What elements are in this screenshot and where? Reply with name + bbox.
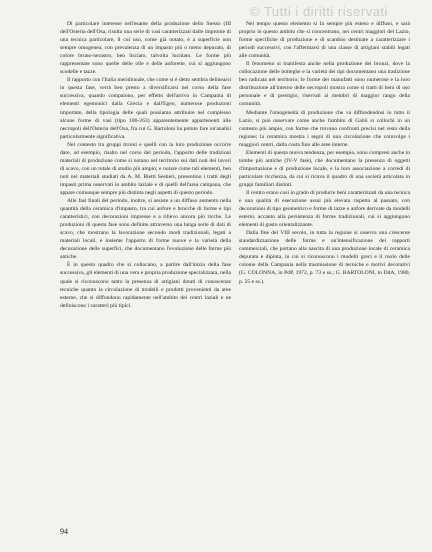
paragraph: Nel tempo questo elemento si fa sempre più esteso e diffuso, e sarà proprio in questo ambito che si concentrano, nei centri maggiori del Lazio, forme specifiche di produzione e di scambio destinate a caratterizzare i periodi successivi, con l'affermarsi di una classe di artigiani stabili legati alle comunità. (239, 21, 410, 60)
paragraph: Elementi di questa nuova tendenza, per esempio, sono compresi anche in tombe più antiche (IV-V fase), che documentano la presenza di oggetti d'importazione e di produzione locale, e la loro associazione a corredi di particolare ricchezza, da cui si ricava il quadro di una società articolata in gruppi familiari distinti. (239, 149, 410, 188)
paragraph: Nel contesto tra gruppi tirreni e quelli con la loro produzione occorre dare, ad esempio, risalto nel corso del periodo, l'apporto delle tradizioni materiali di produzione come si notano nel territorio sui dati noti dei lavori di scavo, con un totale di studio più ampio; e notare come tali elementi, ben noti nei materiali studiati da A. M. Bietti Sestieri, presentino i tratti degli impasti prima osservati in ambito laziale e di quelli dell'area campana, che appare comunque sempre più distinta negli aspetti di questo periodo. (60, 141, 231, 196)
text-columns (60, 20, 410, 520)
paragraph: È in questo quadro che si collocano, a partire dall'inizio della fase successiva, gli elementi di una vera e propria produzione specializzata, nella quale si riconoscono tanto la presenza di artigiani dotati di conoscenze tecniche quanto la circolazione di modelli e prodotti provenienti da aree esterne, che si diffondono rapidamente nell'ambito dei centri laziali e ne definiscono i caratteri più tipici. (60, 262, 231, 309)
paragraph: Il fenomeno si manifesta anche nella produzione dei bronzi, dove la collocazione delle botteghe e la varietà dei tipi documentano una tradizione ben radicata nel territorio; le forme dei manufatti sono numerose e la loro distribuzione all'interno delle necropoli mostra come si tratti di beni di uso personale e di prestigio, riservati ai membri di maggior rango della comunità. (239, 61, 410, 108)
paragraph: Alle fasi finali del periodo, inoltre, si assiste a un diffuso aumento nella quantità della ceramica d'impasto, tra cui anfore e brocche di forme e tipi caratteristici, con decorazioni impresse e a rilievo ancora più ricche. Le produzioni di questa fase sono definite attraverso una lunga serie di dati di scavo, che mostrano la lavorazione secondo modi tradizionali, legati a materiali locali, e insieme l'apporto di forme nuove e la varietà della decorazione delle superfici, che documentano l'evoluzione delle forme più antiche. (60, 198, 231, 261)
paragraph: Il rapporto con l'Italia meridionale, che come si è detto sembra delinearsi in questa fase, verrà ben presto a diversificarsi nel corso della fase successiva, quando compaiono, per effetto dell'arrivo in Campania di elementi egemonici dalla Grecia e dall'Egeo, numerose produzioni importate, della tipologia delle quali possiamo attribuire nel complesso alcune forme di vasi (tipo 180-263) apparentemente appartenenti alle necropoli dell'Osteria dell'Osa, fra cui G. Bartoloni ha potuto fare un'analisi particolarmente significativa. (60, 77, 231, 140)
paragraph: Il centro erano così in grado di produrre beni caratterizzati da una tecnica e una qualità di esecuzione assai più elevata rispetto al passato, con decorazioni di tipo geometrico e forme di tazze e anfore derivate da modelli esterni, accanto alla persistenza di forme tradizionali, cui si aggiungono elementi di gusto orientalizzante. (239, 189, 410, 229)
page-number: 94 (60, 527, 68, 536)
paragraph: Dalla fine del VIII secolo, in tutta la regione si osserva una crescente standardizzazione delle forme e un'intensificazione dei rapporti commerciali, che portano alla nascita di una produzione locale di ceramica depurata e dipinta, in cui si riconoscono i modelli greci e il ruolo delle colonie della Campania nella trasmissione di tecniche e motivi decorativi (G. COLONNA, in PdP, 1972, p. 73 e ss.; G. BARTOLONI, in DdA, 1980, p. 25 e ss.). (239, 230, 410, 285)
paragraph: Mediante l'omogeneità di produzione che va diffondendosi in tutto il Lazio, si può osservare come anche l'ambito di Gabii si collochi in un contesto più ampio, con forme che trovano confronti precisi nel resto della regione; la ceramica mostra i segni di una circolazione che coinvolge i maggiori centri, dalla costa fino alle aree interne. (239, 109, 410, 148)
right-column (239, 20, 410, 520)
paragraph: Di particolare interesse nell'esame della produzione dello Stesso (III dell'Osteria dell'Osa, risulta una serie di vasi caratterizzati dalle impronte di una tecnica particolare, il cui uso, come già notato, è a superficie non sempre omogenea, con prevalenza di un impasto più o meno depurato, di colore bruno-nerastro, ben lisciato, talvolta lucidato. Le forme più rappresentate sono quelle delle olle e delle anforette, cui si aggiungono scodelle e tazze. (60, 21, 231, 76)
left-column (60, 20, 231, 520)
watermark-text: © Tutti i diritti riservati (250, 4, 388, 19)
